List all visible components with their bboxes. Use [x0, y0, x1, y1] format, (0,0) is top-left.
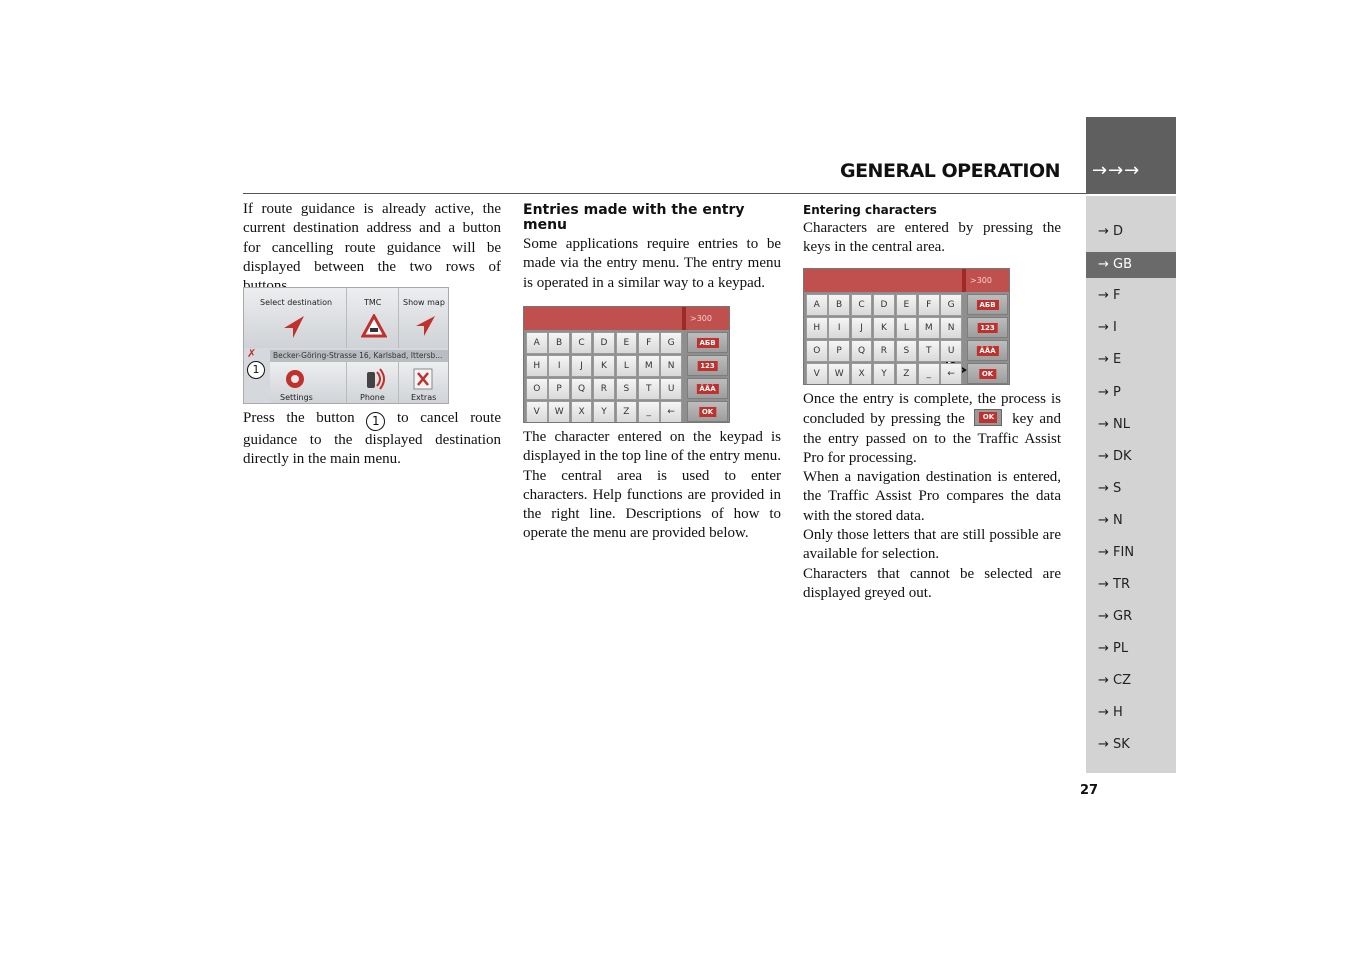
settings-button [270, 362, 347, 404]
key-2-3[interactable]: R [873, 340, 895, 362]
key-2-1[interactable]: P [828, 340, 850, 362]
extras-button [399, 362, 449, 404]
key-3-1[interactable]: W [548, 401, 570, 423]
text-before-marker: Press the button [243, 410, 355, 426]
key-1-4[interactable]: L [616, 355, 638, 377]
result-count: >300 [682, 307, 730, 330]
key-2-4[interactable]: S [896, 340, 918, 362]
warning-triangle-icon [361, 314, 387, 338]
subsection-heading: Entering characters [803, 203, 937, 217]
lang-d[interactable]: → D [1098, 224, 1124, 239]
key-3-2[interactable]: X [851, 363, 873, 385]
side-key-0[interactable] [967, 294, 1008, 315]
key-1-5[interactable]: M [918, 317, 940, 339]
marker-1-inline: 1 [366, 412, 385, 431]
paragraph: If route guidance is already active, the current destination address and a button for cancelling route guidance will be displayed between the two rows of [243, 201, 501, 275]
entry-line [524, 307, 682, 330]
lang-gr[interactable]: → GR [1098, 609, 1133, 624]
side-key-label: АБВ [976, 300, 998, 310]
key-3-4[interactable]: Z [616, 401, 638, 423]
entry-menu-keypad-ok [803, 268, 1010, 385]
key-2-5[interactable]: T [638, 378, 660, 400]
side-key-label: OK [699, 407, 716, 417]
key-0-5[interactable]: F [918, 294, 940, 316]
ok-key-label: OK [979, 412, 997, 423]
text-before-ok: Once the entry is complete, the process is concluded by pressing the [803, 391, 1061, 428]
key-3-6[interactable]: ← [940, 363, 962, 385]
key-1-0[interactable]: H [806, 317, 828, 339]
column-2-bottom [523, 428, 781, 544]
key-1-6[interactable]: N [940, 317, 962, 339]
key-0-0[interactable]: A [526, 332, 548, 354]
page-number: 27 [1080, 783, 1099, 798]
ok-key-icon [974, 409, 1002, 426]
key-3-0[interactable]: V [526, 401, 548, 423]
side-key-0[interactable] [687, 332, 728, 353]
column-3 [803, 203, 1061, 258]
select-destination-label: Select destination [260, 298, 333, 307]
paragraph: Only those letters that are still possible are available for selection. [803, 527, 1061, 563]
lang-fin[interactable]: → FIN [1098, 545, 1135, 560]
key-0-5[interactable]: F [638, 332, 660, 354]
key-2-0[interactable]: O [526, 378, 548, 400]
paragraph: When a navigation destination is entered, the Traffic Assist Pro compares the data with the stored data. [803, 469, 1061, 524]
lang-nl[interactable]: → NL [1098, 417, 1130, 432]
navigation-arrow-icon [280, 314, 306, 340]
section-heading: Entries made with the entry menu [523, 202, 745, 233]
lang-h[interactable]: → H [1098, 705, 1123, 720]
key-0-6[interactable]: G [660, 332, 682, 354]
key-0-4[interactable]: E [896, 294, 918, 316]
gear-icon [282, 366, 308, 392]
key-3-5[interactable]: _ [638, 401, 660, 423]
key-2-4[interactable]: S [616, 378, 638, 400]
paragraph: The character entered on the keypad is displayed in the top line of the entry menu. The central area is used to enter characters. Help functions are provided in the right line. Descriptions of how to operate the menu are provided below. [523, 429, 781, 542]
paragraph: Characters that cannot be selected are displayed greyed out. [803, 565, 1061, 601]
map-arrow-icon [413, 314, 437, 338]
extras-label: Extras [411, 393, 437, 402]
key-3-6[interactable]: ← [660, 401, 682, 423]
side-key-label: АБВ [696, 338, 718, 348]
key-2-5[interactable]: T [918, 340, 940, 362]
show-map-label: Show map [403, 298, 445, 307]
key-3-5[interactable]: _ [918, 363, 940, 385]
key-2-3[interactable]: R [593, 378, 615, 400]
paragraph [803, 390, 1061, 468]
key-0-3[interactable]: D [873, 294, 895, 316]
lang-pl[interactable]: → PL [1098, 641, 1129, 656]
lang-sk[interactable]: → SK [1098, 737, 1130, 752]
show-map-button [399, 288, 449, 348]
key-1-3[interactable]: K [593, 355, 615, 377]
key-1-2[interactable]: J [571, 355, 593, 377]
tmc-label: TMC [364, 298, 382, 307]
key-0-0[interactable]: A [806, 294, 828, 316]
main-menu-screenshot [243, 287, 449, 404]
text-after-marker: to cancel route guidance to the displayed destination directly in the main menu. [243, 410, 502, 468]
key-2-6[interactable]: U [940, 340, 962, 362]
key-1-1[interactable]: I [548, 355, 570, 377]
result-count: >300 [962, 269, 1010, 292]
paragraph: Some applications require entries to be made via the entry menu. The entry menu is operated in a similar way to a keypad. [523, 236, 781, 291]
key-2-2[interactable]: Q [851, 340, 873, 362]
key-3-1[interactable]: W [828, 363, 850, 385]
key-1-2[interactable]: J [851, 317, 873, 339]
column-1 [243, 200, 501, 296]
lang-f[interactable]: → F [1098, 288, 1121, 303]
entry-menu-keypad [523, 306, 730, 423]
key-3-3[interactable]: Y [873, 363, 895, 385]
side-key-3[interactable] [967, 363, 1008, 384]
page-title: GENERAL OPERATION [839, 160, 1060, 182]
extras-icon [411, 366, 435, 392]
key-1-0[interactable]: H [526, 355, 548, 377]
key-2-6[interactable]: U [660, 378, 682, 400]
header-tab [1086, 117, 1176, 194]
side-key-label: OK [979, 369, 996, 379]
key-0-2[interactable]: C [571, 332, 593, 354]
key-2-2[interactable]: Q [571, 378, 593, 400]
key-0-1[interactable]: B [828, 294, 850, 316]
side-key-1[interactable] [687, 355, 728, 376]
side-key-label: ÄÅÀ [696, 384, 718, 394]
header-divider [243, 193, 1086, 194]
entry-line [804, 269, 962, 292]
text-after-ok: key and the entry passed on to the Traffic Assist Pro for processing. [803, 411, 1061, 466]
language-sidebar [1086, 196, 1176, 773]
paragraph [243, 409, 501, 470]
side-key-label: 123 [697, 361, 718, 371]
select-destination-button [244, 288, 347, 348]
key-1-3[interactable]: K [873, 317, 895, 339]
column-1-bottom [243, 409, 501, 470]
key-1-5[interactable]: M [638, 355, 660, 377]
phone-icon [361, 366, 387, 392]
phone-button [347, 362, 399, 404]
lang-cz[interactable]: → CZ [1098, 673, 1132, 688]
key-1-1[interactable]: I [828, 317, 850, 339]
settings-label: Settings [280, 393, 313, 402]
header-arrows: →→→ [1092, 160, 1141, 181]
key-2-0[interactable]: O [806, 340, 828, 362]
key-3-3[interactable]: Y [593, 401, 615, 423]
marker-1: 1 [247, 361, 265, 379]
key-1-4[interactable]: L [896, 317, 918, 339]
side-key-2[interactable] [967, 340, 1008, 361]
key-2-1[interactable]: P [548, 378, 570, 400]
key-0-6[interactable]: G [940, 294, 962, 316]
key-0-3[interactable]: D [593, 332, 615, 354]
tmc-button [347, 288, 399, 348]
key-0-4[interactable]: E [616, 332, 638, 354]
paragraph: Characters are entered by pressing the keys in the central area. [803, 220, 1061, 256]
key-3-4[interactable]: Z [896, 363, 918, 385]
side-key-1[interactable] [967, 317, 1008, 338]
lang-n[interactable]: → N [1098, 513, 1123, 528]
side-key-3[interactable] [687, 401, 728, 422]
lang-e[interactable]: → E [1098, 352, 1122, 367]
destination-address: Becker-Göring-Strasse 16, Karlsbad, Ittersb... [270, 350, 448, 362]
phone-label: Phone [360, 393, 385, 402]
side-key-label: ÄÅÀ [976, 346, 998, 356]
lang-s[interactable]: → S [1098, 481, 1122, 496]
cancel-route-icon: ✗ [247, 347, 257, 360]
side-key-label: 123 [977, 323, 998, 333]
lang-dk[interactable]: → DK [1098, 449, 1132, 464]
key-0-2[interactable]: C [851, 294, 873, 316]
lang-p[interactable]: → P [1098, 385, 1121, 400]
lang-tr[interactable]: → TR [1098, 577, 1130, 592]
column-3-bottom [803, 390, 1061, 603]
key-3-2[interactable]: X [571, 401, 593, 423]
side-key-2[interactable] [687, 378, 728, 399]
key-0-1[interactable]: B [548, 332, 570, 354]
column-2 [523, 203, 781, 293]
key-1-6[interactable]: N [660, 355, 682, 377]
lang-gb[interactable]: → GB [1086, 252, 1176, 278]
key-3-0[interactable]: V [806, 363, 828, 385]
lang-i[interactable]: → I [1098, 320, 1117, 335]
